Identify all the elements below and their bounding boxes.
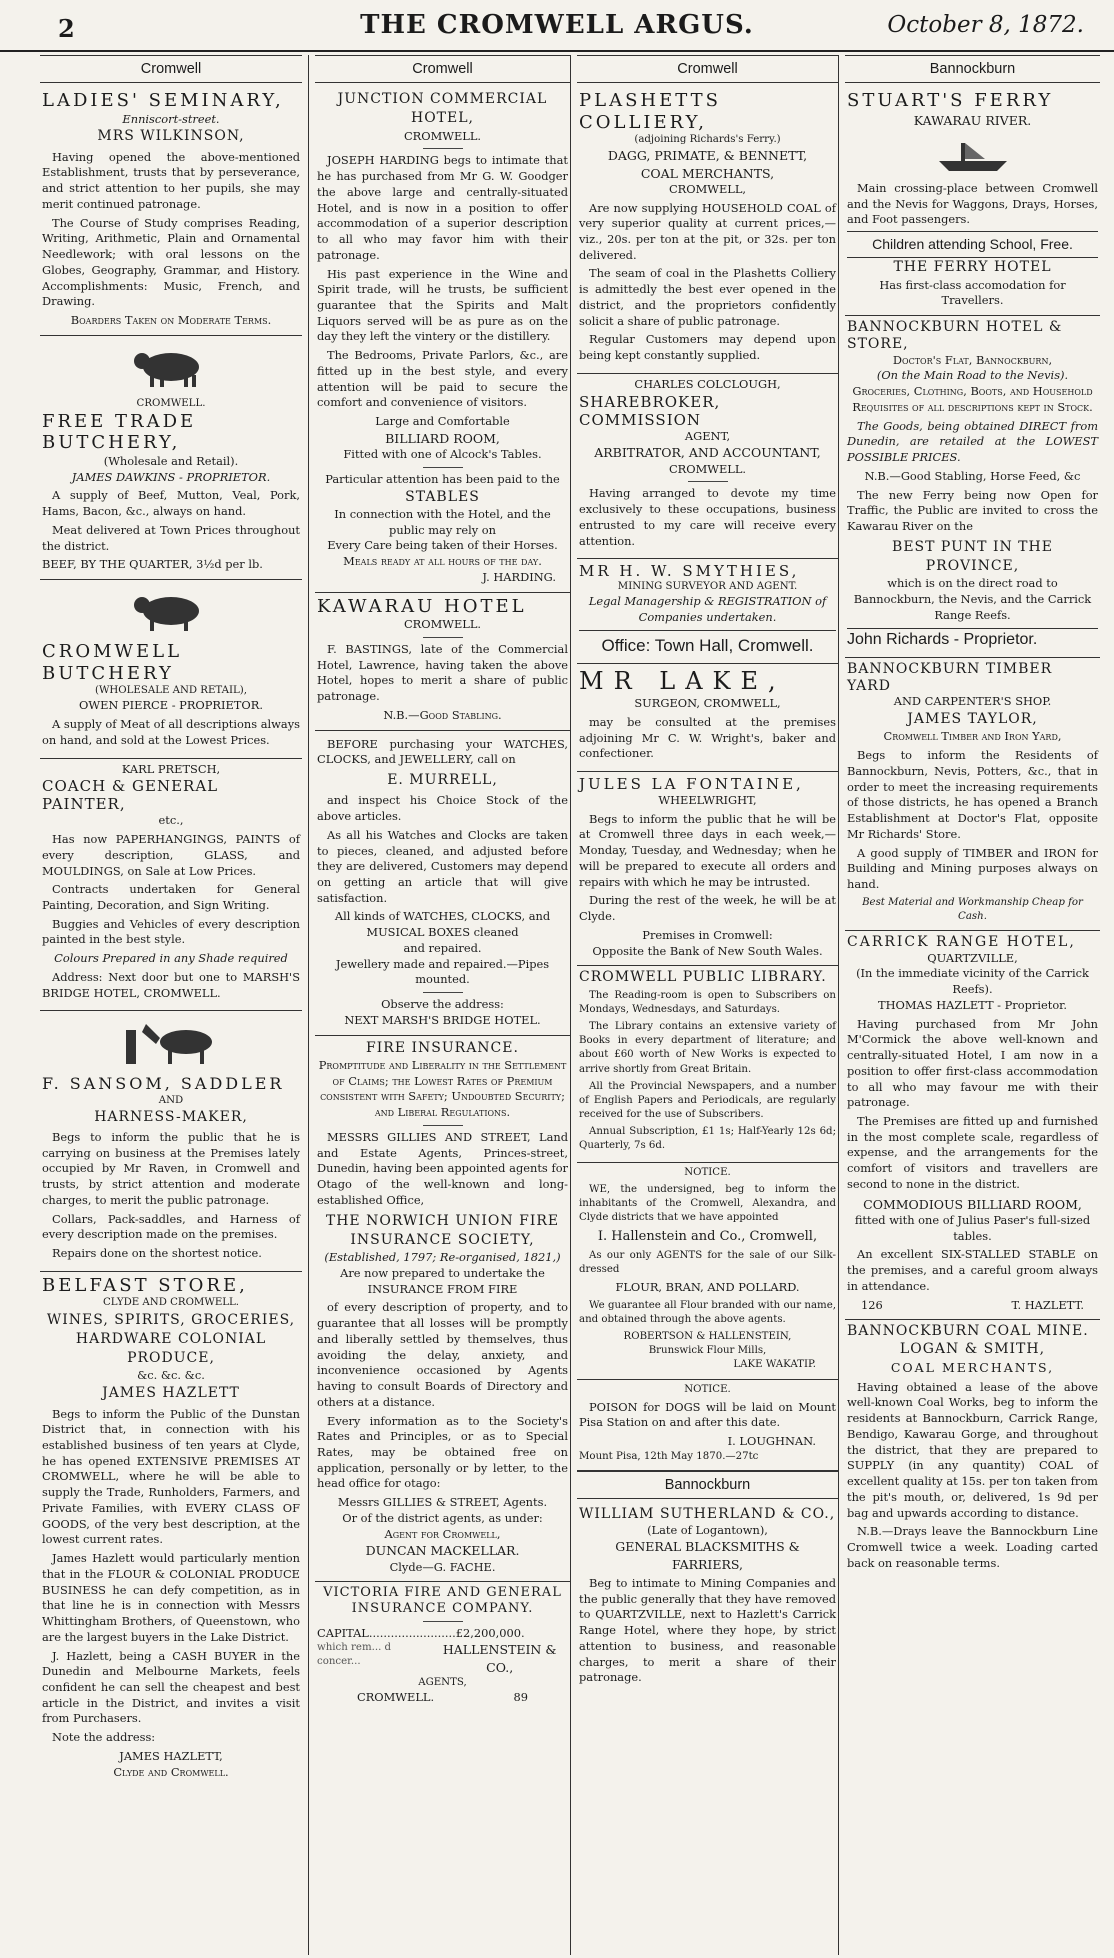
bull-illustration-icon [126,589,216,635]
ad-painter: KARL PRETSCH, COACH & GENERAL PAINTER, etc., Has now PAPERHANGINGS, PAINTS of every description, GLASS, and MOULDINGS, on Sale at Low Prices. Contracts undertaken for General Painting, Decoration, and Sign Writing. Buggies and Vehicles of every description painted in the best style. Colours Prepared in any Shade required Address: Next door but one to MARSH'S BRIDGE HOTEL, CROMWELL. [40,759,302,1012]
column-heading: Cromwell [40,55,302,83]
ad-free-trade-butchery: CROMWELL. FREE TRADE BUTCHERY, (Wholesale and Retail). JAMES DAWKINS - PROPRIETOR. A supply of Beef, Mutton, Veal, Pork, Hams, Bacon, &c., always on hand. Meat delivered at Town Prices throughout the district. BEEF, BY THE QUARTER, 3½d per lb. [40,336,302,580]
ad-kawarau-hotel: KAWARAU HOTEL CROMWELL. F. BASTINGS, late of the Commercial Hotel, Lawrence, having taken the above Hotel, hopes to merit a share of public patronage. N.B.—Good Stabling. [315,593,570,731]
ad-saddler: F. SANSOM, SADDLER AND HARNESS-MAKER, Begs to inform the public that he is carrying on business at the Premises lately occupied by Mr Raven, in Cromwell and trusts, by strict attention and moderate charges, to merit the public patronage. Collars, Pack-saddles, and Harness of every description made on the premises. Repairs done on the shortest notice. [40,1011,302,1271]
masthead [0,0,1114,52]
column-heading: Bannockburn [845,55,1100,83]
ad-ladies-seminary: LADIES' SEMINARY, Enniscort-street. MRS WILKINSON, Having opened the above-mentioned Establishment, trusts that by perseverance, and strict attention to her pupils, she may merit continued patronage. The Course of Study comprises Reading, Writing, Arithmetic, Plain and Ornamental Needlework; with oral lessons on the Globes, Geography, Grammar, and History. Accomplishments: Music, French, and Drawing. Boarders Taken on Moderate Terms. [40,87,302,336]
ad-colclough: CHARLES COLCLOUGH, SHAREBROKER, COMMISSION AGENT, ARBITRATOR, AND ACCOUNTANT, CROMWELL. Having arranged to devote my time exclusively to these occupations, business entrusted to my care will receive every attention. [577,374,838,559]
ad-notice-hallenstein: NOTICE. WE, the undersigned, beg to inform the inhabitants of the Cromwell, Alexandra, and Clyde districts that we have appointed I. Hallenstein and Co., Cromwell, As our only AGENTS for the sale of our Silk-dressed FLOUR, BRAN, AND POLLARD. We guarantee all Flour branded with our name, and obtained through the above agents. ROBERTSON & HALLENSTEIN, Brunswick Flour Mills, LAKE WAKATIP. [577,1163,838,1380]
ad-cromwell-butchery: CROMWELL BUTCHERY (WHOLESALE AND RETAIL), OWEN PIERCE - PROPRIETOR. A supply of Meat of all descriptions always on hand, and sold at the Lowest Prices. [40,580,302,758]
ad-surgeon-lake: MR LAKE, SURGEON, CROMWELL, may be consulted at the premises adjoining Mr C. W. Wright's, baker and confectioner. [577,664,838,772]
column-3 [570,55,838,1955]
ad-plashetts-colliery: PLASHETTS COLLIERY, (adjoining Richards's Ferry.) DAGG, PRIMATE, & BENNETT, COAL MERCHANTS, CROMWELL, Are now supplying HOUSEHOLD COAL of very superior quality at current prices,—viz., 20s. per ton at the pit, or 32s. per ton delivered. The seam of coal in the Plashetts Colliery is admittedly the best ever opened in the district, and the proprietors confidently solicit a share of public patronage. Regular Customers may depend upon being kept constantly supplied. [577,87,838,374]
issue-date: October 8, 1872. [887,12,1084,38]
horse-illustration-icon [116,1020,226,1068]
ad-fire-insurance: FIRE INSURANCE. Promptitude and Liberality in the Settlement of Claims; the Lowest Rates of Premium consistent with Safety; Undoubted Security; and Liberal Regulations. MESSRS GILLIES AND STREET, Land and Estate Agents, Princes-street, Dunedin, having been appointed agents for Otago of the well-known and long-established Office, THE NORWICH UNION FIRE INSURANCE SOCIETY, (Established, 1797; Re-organised, 1821,) Are now prepared to undertake the INSURANCE FROM FIRE of every description of property, and to guarantee that all losses will be promptly and liberally settled by themselves, thus avoiding the delay, anxiety, and inconvenience occasioned by Agents having to consult Boards of Directory and others at a distance. Every information as to the Society's Rates and Principles, or as to Special Rates, may be obtained free on application, personally or by letter, to the head office for otago: Messrs GILLIES & STREET, Agents. Or of the district agents, as under: Agent for Cromwell, DUNCAN MACKELLAR. Clyde—G. FACHE. [315,1036,570,1583]
column-heading: Bannockburn [577,1471,838,1499]
ad-victoria-insurance: VICTORIA FIRE AND GENERAL INSURANCE COMPANY. CAPITAL........................£2,200,000. which rem... d concer... HALLENSTEIN & CO., AGENTS, CROMWELL. 89 [317,1585,562,1704]
ad-junction-hotel: JUNCTION COMMERCIAL HOTEL, CROMWELL. JOSEPH HARDING begs to intimate that he has purchased from Mr G. W. Goodger the above large and centrally-situated Hotel, and is now in a position to offer accommodation of a superior description to all who may favor him with their patronage. His past experience in the Wine and Spirit trade, will he trusts, be sufficient guarantee that the Spirits and Malt Liquors served will be as pure as on the day they left the vintery or the distillery. The Bedrooms, Private Parlors, &c., are fitted up in the best style, and every attention will be paid to secure the comfort and convenience of visitors. Large and Comfortable BILLIARD ROOM, Fitted with one of Alcock's Tables. Particular attention has been paid to the STABLES In connection with the Hotel, and the public may rely on Every Care being taken of their Horses. Meals ready at all hours of the day. J. HARDING. [315,87,570,593]
ad-stuarts-ferry: STUART'S FERRY KAWARAU RIVER. Main crossing-place between Cromwell and the Nevis for Waggons, Drays, Horses, and Foot passengers. Children attending School, Free. THE FERRY HOTEL Has first-class accomodation for Travellers. [845,87,1100,316]
ferry-boat-illustration-icon [933,135,1013,175]
ad-carrick-range-hotel: CARRICK RANGE HOTEL, QUARTZVILLE, (In the immediate vicinity of the Carrick Reefs). THOMAS HAZLETT - Proprietor. Having purchased from Mr John M'Cormick the above well-known and centrally-situated Hotel, I am now in a position to offer first-class accommodation to all who may favour me with their patronage. The Premises are fitted up and furnished in the most complete scale, regardless of expense, and the arrangements for the comfort of visitors and travellers are second to none in the district. COMMODIOUS BILLIARD ROOM, fitted with one of Julius Paser's full-sized tables. An excellent SIX-STALLED STABLE on the premises, and a careful groom always in attendance. 126 T. HAZLETT. [845,931,1100,1320]
ad-murrell-watches: BEFORE purchasing your WATCHES, CLOCKS, and JEWELLERY, call on E. MURRELL, and inspect his Choice Stock of the above articles. As all his Watches and Clocks are taken to pieces, cleaned, and adjusted before they are delivered, Customers may depend on getting an article that will give satisfaction. All kinds of WATCHES, CLOCKS, and MUSICAL BOXES cleaned and repaired. Jewellery made and repaired.—Pipes mounted. Observe the address: NEXT MARSH'S BRIDGE HOTEL. [315,731,570,1036]
ad-sutherland-blacksmiths: WILLIAM SUTHERLAND & CO., (Late of Logantown), GENERAL BLACKSMITHS & FARRIERS, Beg to intimate to Mining Companies and the public generally that they have removed to QUARTZVILLE, next to Hazlett's Carrick Range Hotel, where they hope, by strict attention to business, and reasonable charges, to merit a share of their patronage. [579,1505,836,1685]
column-heading: Cromwell [577,55,838,83]
ad-coal-mine: BANNOCKBURN COAL MINE. LOGAN & SMITH, COAL MERCHANTS, Having obtained a lease of the above well-known Coal Works, beg to inform the residents at Bannockburn, Carrick Range, Bendigo, Kawarau Gorge, and throughout the district, that they are prepared to SUPPLY (in any quantity) COAL of excellent quality at 15s. per ton taken from the pit's mouth, or, delivered, 1s 9d per bag and upwards according to distance. N.B.—Drays leave the Bannockburn Line Cromwell twice a week. Loading carted back on reasonable terms. [847,1323,1098,1570]
page-number: 2 [58,14,75,43]
ad-wheelwright: JULES LA FONTAINE, WHEELWRIGHT, Begs to inform the public that he will be at Cromwell three days in each week,—Monday, Tuesday, and Wednesday; when he will be prepared to execute all orders and repairs with which he may be intrusted. During the rest of the week, he will be at Clyde. Premises in Cromwell: Opposite the Bank of New South Wales. [577,772,838,966]
column-heading: Cromwell [315,55,570,83]
ad-belfast-store: BELFAST STORE, CLYDE AND CROMWELL. WINES, SPIRITS, GROCERIES, HARDWARE COLONIAL PRODUCE, &c. &c. &c. JAMES HAZLETT Begs to inform the Public of the Dunstan District that, in connection with his established business of ten years at Clyde, he has opened EXTENSIVE PREMISES AT CROMWELL, where he will be able to supply the Trade, Runholders, Farmers, and Private Families, with EVERY CLASS OF GOODS, of the very best description, at the lowest current rates. James Hazlett would particularly mention that in the FLOUR & COLONIAL PRODUCE BUSINESS he can defy competition, as in that line he is in connection with Messrs Whittingham Brothers, of Queenstown, who are the largest buyers in the Lake District. J. Hazlett, being a CASH BUYER in the Dunedin and Melbourne Markets, feels confident he can sell the cheapest and best article in the District, and invites a visit from Purchasers. Note the address: JAMES HAZLETT, Clyde and Cromwell. [42,1274,300,1779]
ad-timber-yard: BANNOCKBURN TIMBER YARD AND CARPENTER'S SHOP. JAMES TAYLOR, Cromwell Timber and Iron Yard, Begs to inform the Residents of Bannockburn, Nevis, Potters, &c., that in order to meet the increasing requirements of those districts, he has opened a Branch Establishment at Doctor's Flat, opposite Mr Richards' Store. A good supply of TIMBER and IRON for Building and Mining purposes always on hand. Best Material and Workmanship Cheap for Cash. [845,658,1100,931]
column-2 [308,55,570,1955]
column-4 [838,55,1100,1955]
ad-bannockburn-hotel: BANNOCKBURN HOTEL & STORE, Doctor's Flat, Bannockburn, (On the Main Road to the Nevis). Groceries, Clothing, Boots, and Household Requisites of all descriptions kept in Stock. The Goods, being obtained DIRECT from Dunedin, are retailed at the LOWEST POSSIBLE PRICES. N.B.—Good Stabling, Horse Feed, &c The new Ferry being now Open for Traffic, the Public are invited to cross the Kawarau River on the BEST PUNT IN THE PROVINCE, which is on the direct road to Bannockburn, the Nevis, and the Carrick Range Reefs. John Richards - Proprietor. [845,316,1100,658]
ad-title: LADIES' SEMINARY, [42,90,284,111]
column-1 [40,55,302,1955]
ad-smythies: MR H. W. SMYTHIES, MINING SURVEYOR AND AGENT. Legal Managership & REGISTRATION of Companies undertaken. Office: Town Hall, Cromwell. [577,559,838,664]
bull-illustration-icon [126,345,216,391]
ad-notice-poison: NOTICE. POISON for DOGS will be laid on Mount Pisa Station on and after this date. I. LOUGHNAN. Mount Pisa, 12th May 1870.—27tc [577,1380,838,1471]
newspaper-title: THE CROMWELL ARGUS. [360,10,754,40]
ad-public-library: CROMWELL PUBLIC LIBRARY. The Reading-room is open to Subscribers on Mondays, Wednesdays, and Saturdays. The Library contains an extensive variety of Books in every department of literature; and about £60 worth of New Works is expected to arrive shortly from Great Britain. All the Provincial Newspapers, and a number of English Papers and Periodicals, are regularly received for the use of Subscribers. Annual Subscription, £1 1s; Half-Yearly 12s 6d; Quarterly, 7s 6d. [577,966,838,1163]
